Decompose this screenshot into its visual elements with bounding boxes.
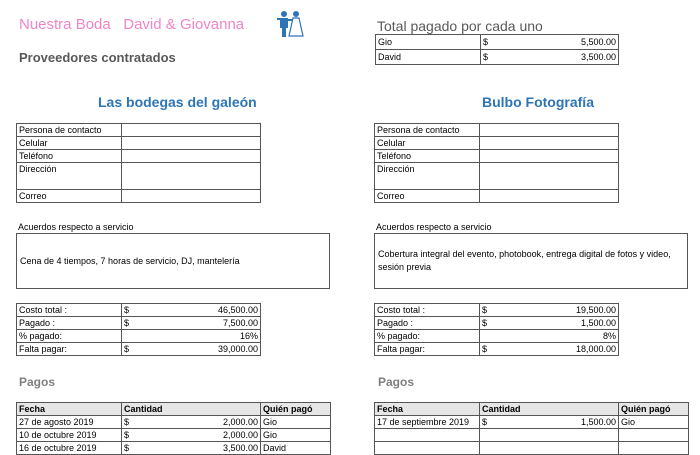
cost-value: 7,500.00: [134, 317, 261, 330]
payment-amount: 1,500.00: [492, 416, 619, 429]
table-row: [17, 190, 261, 203]
currency: [480, 330, 492, 343]
vendor-2-payments-title: Pagos: [378, 375, 415, 389]
contact-value[interactable]: [480, 150, 619, 163]
vendor-2-agreements-label: Acuerdos respecto a servicio: [376, 222, 492, 232]
cost-value: 8%: [492, 330, 619, 343]
table-row: [17, 163, 261, 190]
cost-value: 39,000.00: [134, 343, 261, 356]
cost-value: 16%: [134, 330, 261, 343]
table-row: [375, 416, 689, 429]
column-header: Cantidad: [480, 403, 619, 416]
currency: $: [122, 304, 134, 317]
table-row: [17, 304, 261, 317]
table-row: [17, 330, 261, 343]
contact-value[interactable]: [480, 137, 619, 150]
table-row: [375, 137, 619, 150]
vendor-1-payments-table: [16, 402, 331, 455]
currency: $: [122, 442, 134, 455]
contact-label: Correo: [375, 190, 480, 203]
vendor-1-agreements[interactable]: Cena de 4 tiempos, 7 horas de servicio, DJ, mantelería: [16, 233, 330, 289]
contact-label: Dirección: [375, 163, 480, 190]
contact-label: Celular: [375, 137, 480, 150]
table-row: [375, 429, 689, 442]
table-row: [17, 124, 261, 137]
table-header-row: [375, 403, 689, 416]
payment-date: 10 de octubre 2019: [17, 429, 122, 442]
column-header: Quién pagó: [261, 403, 331, 416]
cost-label: % pagado:: [375, 330, 480, 343]
cost-value: 19,500.00: [492, 304, 619, 317]
cost-label: Costo total :: [17, 304, 122, 317]
currency: $: [480, 416, 492, 429]
currency: $: [480, 304, 492, 317]
payment-date[interactable]: [375, 429, 480, 442]
contact-value[interactable]: [122, 124, 261, 137]
vendor-2-contact-table: [374, 123, 619, 203]
totals-name: Gio: [376, 35, 481, 50]
table-row: [375, 190, 619, 203]
cost-label: Pagado :: [17, 317, 122, 330]
table-row: [375, 124, 619, 137]
vendor-1-payments-title: Pagos: [19, 375, 56, 389]
column-header: Quién pagó: [619, 403, 689, 416]
wedding-couple-icon: [274, 8, 306, 40]
cost-label: % pagado:: [17, 330, 122, 343]
vendor-1-agreements-label: Acuerdos respecto a servicio: [18, 222, 134, 232]
contact-value[interactable]: [480, 163, 619, 190]
payment-date: 16 de octubre 2019: [17, 442, 122, 455]
contact-label: Teléfono: [375, 150, 480, 163]
cost-label: Costo total :: [375, 304, 480, 317]
table-row: [375, 317, 619, 330]
payment-amount: 2,000.00: [134, 416, 261, 429]
cost-label: Falta pagar:: [375, 343, 480, 356]
payment-date: 27 de agosto 2019: [17, 416, 122, 429]
contact-label: Dirección: [17, 163, 122, 190]
payment-date: 17 de septiembre 2019: [375, 416, 480, 429]
totals-name: David: [376, 50, 481, 65]
contact-value[interactable]: [122, 163, 261, 190]
table-row: [375, 150, 619, 163]
table-row: [375, 343, 619, 356]
payment-amount: 2,000.00: [134, 429, 261, 442]
vendor-2-costs-table: [374, 303, 619, 356]
totals-amount: 3,500.00: [493, 50, 619, 65]
contact-label: Persona de contacto: [375, 124, 480, 137]
contact-value[interactable]: [480, 190, 619, 203]
cost-value: 1,500.00: [492, 317, 619, 330]
totals-amount: 5,500.00: [493, 35, 619, 50]
currency: $: [481, 50, 493, 65]
contact-value[interactable]: [122, 190, 261, 203]
table-row: [17, 416, 331, 429]
contact-label: Correo: [17, 190, 122, 203]
currency: [480, 429, 492, 442]
currency: [122, 330, 134, 343]
currency: $: [480, 317, 492, 330]
currency: $: [481, 35, 493, 50]
vendor-2-agreements[interactable]: Cobertura integral del evento, photobook, entrega digital de fotos y video, sesión previa: [374, 233, 688, 289]
currency: $: [122, 343, 134, 356]
contact-label: Persona de contacto: [17, 124, 122, 137]
payment-who: Gio: [619, 416, 689, 429]
table-row: [17, 343, 261, 356]
table-row: [375, 163, 619, 190]
contact-value[interactable]: [122, 137, 261, 150]
currency: $: [122, 317, 134, 330]
payment-amount[interactable]: [492, 429, 619, 442]
currency: $: [122, 416, 134, 429]
cost-value: 18,000.00: [492, 343, 619, 356]
vendor-1-name: Las bodegas del galeón: [98, 94, 257, 110]
table-row: [17, 137, 261, 150]
column-header: Fecha: [17, 403, 122, 416]
couple-names: David & Giovanna: [123, 16, 245, 33]
table-row: [375, 304, 619, 317]
totals-table: [375, 34, 619, 65]
table-row: [17, 429, 331, 442]
vendor-2-payments-table: [374, 402, 689, 455]
table-row: [17, 150, 261, 163]
cost-value: 46,500.00: [134, 304, 261, 317]
cost-label: Falta pagar:: [17, 343, 122, 356]
header-title: [19, 16, 244, 33]
table-row: [376, 35, 619, 50]
vendor-2-name: Bulbo Fotografía: [482, 94, 594, 110]
vendor-1-costs-table: [16, 303, 261, 356]
cost-label: Pagado :: [375, 317, 480, 330]
totals-title: Total pagado por cada uno: [377, 18, 543, 34]
payment-who: Gio: [261, 429, 331, 442]
table-row: [17, 317, 261, 330]
contact-label: Teléfono: [17, 150, 122, 163]
page-subtitle: Proveedores contratados: [19, 50, 176, 65]
table-row: [376, 50, 619, 65]
currency: $: [122, 429, 134, 442]
table-header-row: [17, 403, 331, 416]
contact-value[interactable]: [480, 124, 619, 137]
column-header: Fecha: [375, 403, 480, 416]
contact-label: Celular: [17, 137, 122, 150]
payment-who: David: [261, 442, 331, 455]
currency: $: [480, 343, 492, 356]
payment-who: Gio: [261, 416, 331, 429]
table-row: [375, 330, 619, 343]
contact-value[interactable]: [122, 150, 261, 163]
payment-amount: 3,500.00: [134, 442, 261, 455]
title-prefix: Nuestra Boda: [19, 16, 111, 33]
column-header: Cantidad: [122, 403, 261, 416]
vendor-1-contact-table: [16, 123, 261, 203]
payment-who[interactable]: [619, 429, 689, 442]
